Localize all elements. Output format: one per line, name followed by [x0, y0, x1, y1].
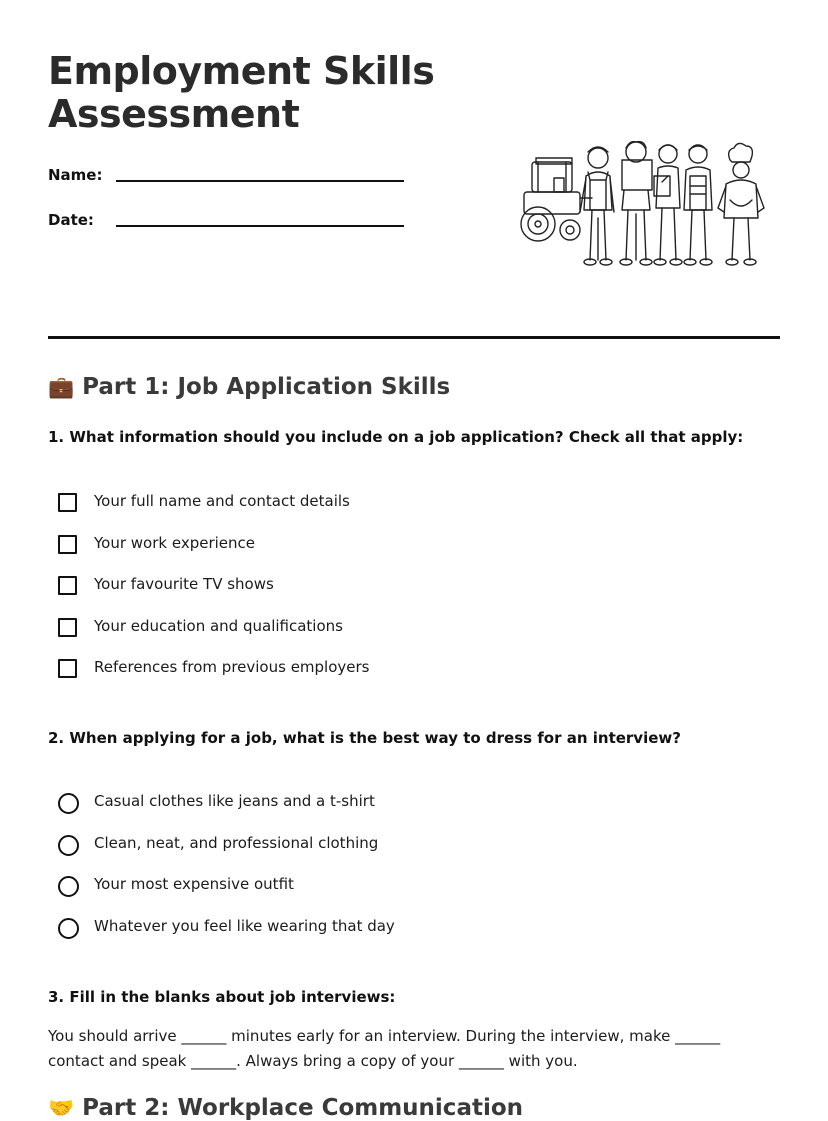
date-label: Date:: [48, 211, 94, 229]
checkbox[interactable]: [58, 618, 77, 637]
name-field: [48, 158, 408, 192]
part2-heading: [48, 1095, 523, 1121]
worker-4-icon: [684, 145, 712, 265]
checkbox[interactable]: [58, 576, 77, 595]
worker-3-icon: [654, 145, 682, 265]
option-label: Your work experience: [94, 534, 255, 552]
name-line[interactable]: [116, 180, 404, 182]
date-field: [48, 203, 408, 237]
checkbox[interactable]: [58, 535, 77, 554]
option-label: Your most expensive outfit: [94, 875, 294, 893]
option-label: Clean, neat, and professional clothing: [94, 834, 379, 852]
part1-heading-text: Part 1: Job Application Skills: [82, 374, 451, 400]
worker-1-icon: [580, 147, 614, 265]
name-label: Name:: [48, 166, 103, 184]
fill-in-blanks-paragraph: You should arrive ______ minutes early for an interview. During the interview, make ______ contact and speak ______. Always bring a copy of your ______ with you.: [48, 1027, 721, 1070]
option-label: Your favourite TV shows: [94, 575, 274, 593]
question-2: 2. When applying for a job, what is the best way to dress for an interview?: [48, 729, 681, 747]
option-label: Your education and qualifications: [94, 617, 343, 635]
question-1: 1. What information should you include on a job application? Check all that apply:: [48, 428, 744, 446]
option-label: Whatever you feel like wearing that day: [94, 917, 395, 935]
option-label: References from previous employers: [94, 658, 370, 676]
radio-button[interactable]: [58, 876, 79, 897]
tractor-icon: [521, 158, 592, 241]
part2-heading-text: Part 2: Workplace Communication: [82, 1095, 524, 1121]
handshake-icon: 🤝: [48, 1096, 75, 1120]
radio-button[interactable]: [58, 793, 79, 814]
radio-button[interactable]: [58, 918, 79, 939]
worker-5-chef-icon: [718, 143, 764, 265]
option-label: Your full name and contact details: [94, 492, 350, 510]
question-3: 3. Fill in the blanks about job interviews:: [48, 988, 396, 1006]
part1-heading: [48, 374, 450, 400]
checkbox[interactable]: [58, 493, 77, 512]
radio-button[interactable]: [58, 835, 79, 856]
worker-2-icon: [620, 142, 652, 265]
header-divider: [48, 336, 780, 339]
briefcase-icon: 💼: [48, 375, 75, 399]
date-line[interactable]: [116, 225, 404, 227]
checkbox[interactable]: [58, 659, 77, 678]
workers-illustration-icon: [510, 138, 772, 273]
page-title: Employment Skills Assessment: [48, 49, 435, 136]
option-label: Casual clothes like jeans and a t-shirt: [94, 792, 375, 810]
